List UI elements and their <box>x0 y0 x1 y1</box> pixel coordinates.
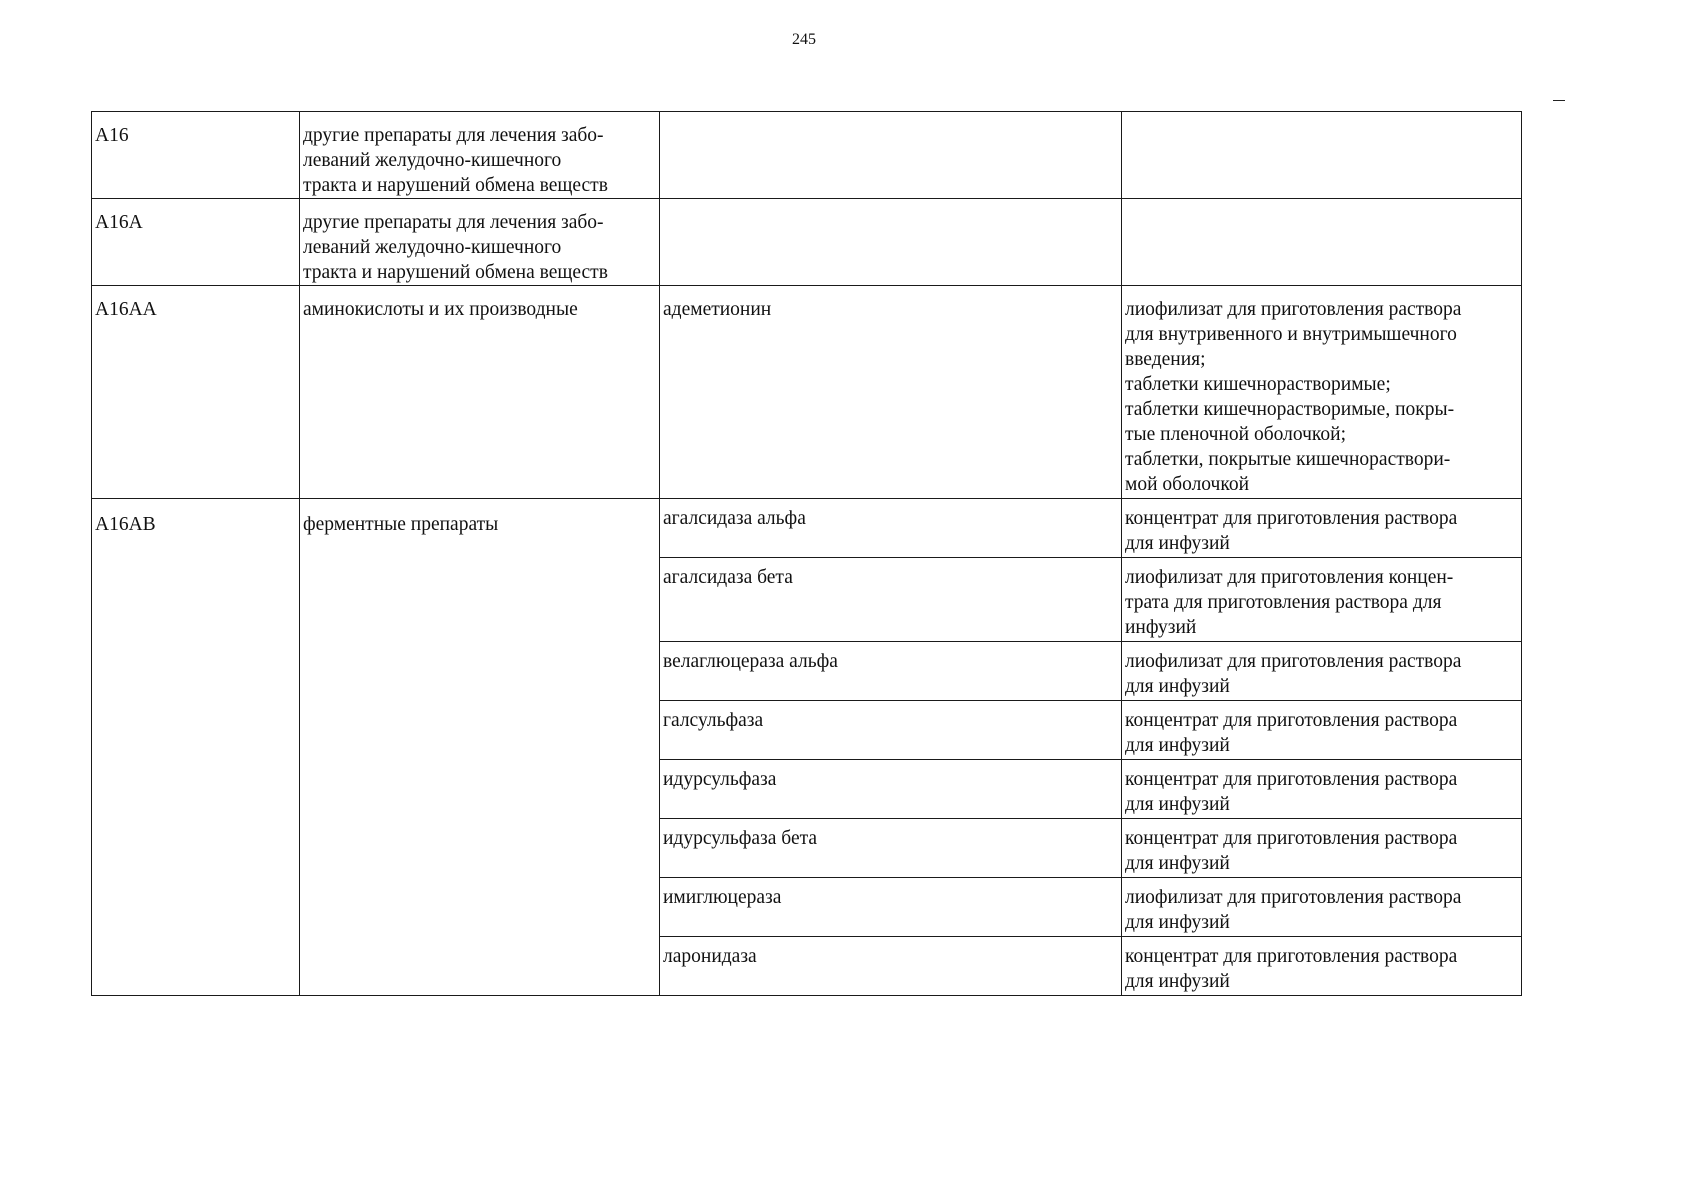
drug-name: агалсидаза бета <box>663 567 793 588</box>
atc-code: А16 <box>95 125 129 146</box>
dosage-form-cell <box>1122 701 1522 760</box>
group-name: аминокислоты и их производные <box>303 299 578 320</box>
dosage-form-line: концентрат для приготовления раствора <box>1125 508 1458 529</box>
atc-code-cell <box>92 286 300 499</box>
drug-name-cell <box>660 642 1122 701</box>
atc-code-cell <box>92 112 300 199</box>
drug-name: идурсульфаза бета <box>663 828 818 849</box>
dosage-form-line: тые пленочной оболочкой; <box>1125 424 1346 445</box>
group-name-line: другие препараты для лечения забо- <box>303 125 604 146</box>
dosage-form-line: введения; <box>1125 349 1206 370</box>
dosage-form-line: для инфузий <box>1125 853 1230 874</box>
dosage-form-cell <box>1122 760 1522 819</box>
dosage-form-cell <box>1122 819 1522 878</box>
dosage-form-line: таблетки, покрытые кишечнораствори- <box>1125 449 1451 470</box>
drug-name-cell <box>660 286 1122 499</box>
drug-name-cell <box>660 878 1122 937</box>
drug-name-cell <box>660 760 1122 819</box>
drug-name-cell <box>660 112 1122 199</box>
dosage-form-cell <box>1122 878 1522 937</box>
dosage-form-line: лиофилизат для приготовления концен- <box>1125 567 1454 588</box>
dosage-form-cell <box>1122 558 1522 642</box>
medication-table-wrapper <box>91 111 1521 996</box>
drug-name: агалсидаза альфа <box>663 508 806 529</box>
dosage-form-line: лиофилизат для приготовления раствора <box>1125 887 1462 908</box>
table-row <box>92 286 1522 499</box>
group-name-cell <box>300 199 660 286</box>
table-row <box>92 199 1522 286</box>
dosage-form-line: для внутривенного и внутримышечного <box>1125 324 1457 345</box>
dosage-form-line: трата для приготовления раствора для <box>1125 592 1442 613</box>
dosage-form-line: мой оболочкой <box>1125 474 1250 495</box>
drug-name-cell <box>660 819 1122 878</box>
dosage-form-line: для инфузий <box>1125 794 1230 815</box>
dosage-form-cell <box>1122 937 1522 996</box>
dosage-form-line: концентрат для приготовления раствора <box>1125 946 1458 967</box>
dosage-form-line: для инфузий <box>1125 912 1230 933</box>
group-name-line: тракта и нарушений обмена веществ <box>303 175 608 196</box>
group-name-line: леваний желудочно-кишечного <box>303 237 562 258</box>
atc-code: А16А <box>95 212 143 233</box>
group-name-cell <box>300 112 660 199</box>
dosage-form-line: таблетки кишечнорастворимые; <box>1125 374 1391 395</box>
dosage-form-line: концентрат для приготовления раствора <box>1125 769 1458 790</box>
dosage-form-line: концентрат для приготовления раствора <box>1125 828 1458 849</box>
group-name-line: другие препараты для лечения забо- <box>303 212 604 233</box>
drug-name-cell <box>660 937 1122 996</box>
atc-code: А16АА <box>95 299 157 320</box>
atc-code-cell <box>92 499 300 996</box>
drug-name: идурсульфаза <box>663 769 777 790</box>
dosage-form-line: инфузий <box>1125 617 1197 638</box>
edge-mark <box>1553 100 1565 101</box>
dosage-form-cell <box>1122 642 1522 701</box>
dosage-form-cell <box>1122 499 1522 558</box>
table-row <box>92 112 1522 199</box>
drug-name-cell <box>660 558 1122 642</box>
drug-name: ларонидаза <box>663 946 757 967</box>
group-name: ферментные препараты <box>303 514 499 535</box>
dosage-form-line: для инфузий <box>1125 971 1230 992</box>
drug-name-cell <box>660 199 1122 286</box>
dosage-form-cell <box>1122 199 1522 286</box>
drug-name: велаглюцераза альфа <box>663 651 838 672</box>
dosage-form-line: концентрат для приготовления раствора <box>1125 710 1458 731</box>
dosage-form-line: таблетки кишечнорастворимые, покры- <box>1125 399 1455 420</box>
dosage-form-line: лиофилизат для приготовления раствора <box>1125 651 1462 672</box>
medication-table <box>91 111 1522 996</box>
drug-name: имиглюцераза <box>663 887 782 908</box>
group-name-cell <box>300 286 660 499</box>
dosage-form-line: для инфузий <box>1125 676 1230 697</box>
table-row <box>92 499 1522 558</box>
drug-name: галсульфаза <box>663 710 764 731</box>
atc-code-cell <box>92 199 300 286</box>
dosage-form-line: лиофилизат для приготовления раствора <box>1125 299 1462 320</box>
page-number: 245 <box>792 31 816 48</box>
atc-code: А16АВ <box>95 514 156 535</box>
dosage-form-cell <box>1122 286 1522 499</box>
drug-name: адеметионин <box>663 299 772 320</box>
dosage-form-cell <box>1122 112 1522 199</box>
drug-name-cell <box>660 701 1122 760</box>
dosage-form-line: для инфузий <box>1125 533 1230 554</box>
group-name-line: леваний желудочно-кишечного <box>303 150 562 171</box>
drug-name-cell <box>660 499 1122 558</box>
group-name-line: тракта и нарушений обмена веществ <box>303 262 608 283</box>
group-name-cell <box>300 499 660 996</box>
dosage-form-line: для инфузий <box>1125 735 1230 756</box>
